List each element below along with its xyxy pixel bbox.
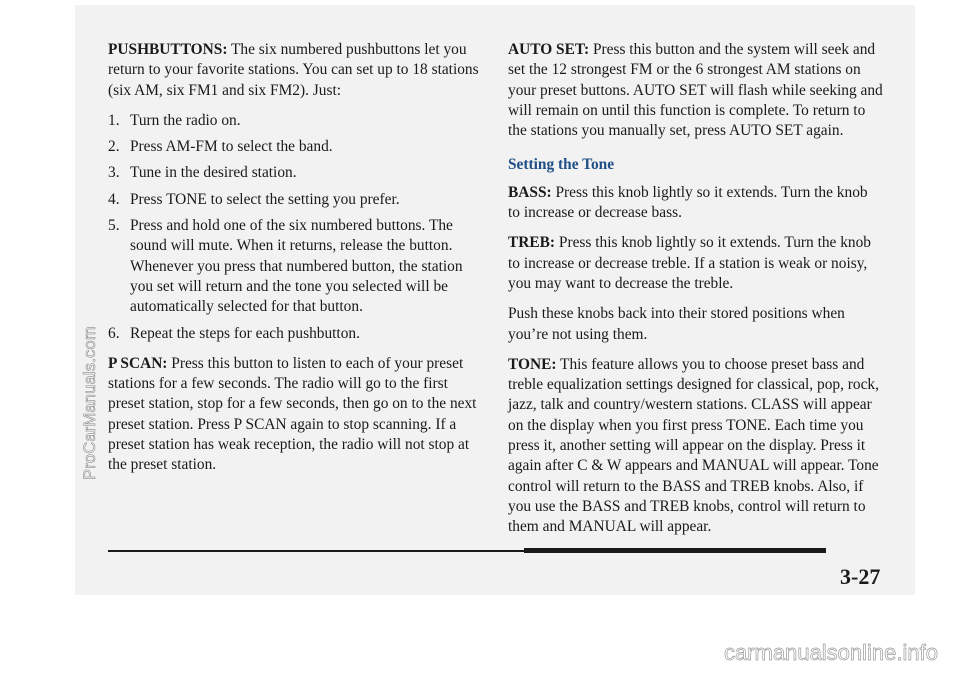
pscan-paragraph [108, 354, 488, 476]
tone-paragraph [508, 355, 883, 538]
step-number: 5. [108, 217, 120, 235]
left-column [108, 40, 488, 486]
footer-rule-thick [524, 548, 826, 553]
pscan-label: P SCAN: [108, 354, 168, 372]
right-column [508, 40, 883, 548]
autoset-text: Press this button and the system will seek and set the 12 strongest FM or the 6 strongest AM stations on your preset buttons. AUTO SET will flash while seeking and will remain on until this function is complete. To return to the stations you manually set, press AUTO SET again. [508, 41, 883, 140]
step-number: 1. [108, 111, 120, 129]
bottom-watermark: carmanualsonline.info [723, 640, 938, 665]
step-text: Turn the radio on. [130, 111, 241, 129]
step-number: 4. [108, 190, 120, 208]
pushbuttons-paragraph [108, 40, 488, 101]
pscan-text: Press this button to listen to each of your preset stations for a few seconds. The radio will go to the first preset station, stop for a few seconds, then go on to the next preset station. Press P SCAN again to stop scanning. If a preset station has weak reception, the radio will not stop at the preset station. [108, 354, 477, 474]
steps-list [108, 111, 488, 344]
side-watermark: ProCarManuals.com [81, 326, 99, 480]
step-number: 3. [108, 164, 120, 182]
push-back-paragraph: Push these knobs back into their stored positions when you’re not using them. [508, 305, 845, 343]
step-text: Repeat the steps for each pushbutton. [130, 324, 360, 342]
page-number: 3-27 [840, 564, 881, 589]
bass-label: BASS: [508, 183, 552, 201]
pushbuttons-label: PUSHBUTTONS: [108, 41, 228, 58]
step-text: Tune in the desired station. [130, 164, 297, 182]
treb-label: TREB: [508, 234, 556, 252]
step-text: Press AM-FM to select the band. [130, 138, 333, 156]
tone-text: This feature allows you to choose preset bass and treble equalization settings designed for classical, pop, rock, jazz, talk and country/western stations. CLASS will appear on the display when you first press TONE. Each time you press it, another setting will appear on the display. Press it again after C & W appears and MANUAL will appear. Tone control will return to the BASS and TREB knobs. Also, if you use the BASS and TREB knobs, control will return to them and MANUAL will appear. [508, 355, 879, 536]
tone-label: TONE: [508, 355, 557, 373]
list-item [108, 137, 488, 157]
treb-paragraph [508, 233, 883, 294]
list-item [108, 111, 488, 131]
list-item [108, 163, 488, 183]
section-title: Setting the Tone [508, 156, 615, 174]
list-item [108, 324, 488, 344]
pushbuttons-text: The six numbered pushbuttons let you return to your favorite stations. You can set up to 18 stations (six AM, six FM1 and six FM2). Just: [108, 41, 479, 99]
step-number: 6. [108, 324, 120, 342]
list-item [108, 190, 488, 210]
step-number: 2. [108, 138, 120, 156]
treb-text: Press this knob lightly so it extends. Turn the knob to increase or decrease treble. If a station is weak or noisy, you may want to decrease the treble. [508, 234, 872, 292]
autoset-label: AUTO SET: [508, 41, 590, 58]
bass-paragraph [508, 183, 883, 224]
autoset-paragraph [508, 40, 883, 141]
bass-text: Press this knob lightly so it extends. Turn the knob to increase or decrease bass. [508, 183, 868, 222]
list-item [108, 216, 488, 317]
step-text: Press TONE to select the setting you prefer. [130, 190, 400, 208]
step-text: Press and hold one of the six numbered buttons. The sound will mute. When it returns, release the button. Whenever you press that numbered button, the station you set will return and the tone you selected will be automatically selected for that button. [130, 217, 463, 316]
